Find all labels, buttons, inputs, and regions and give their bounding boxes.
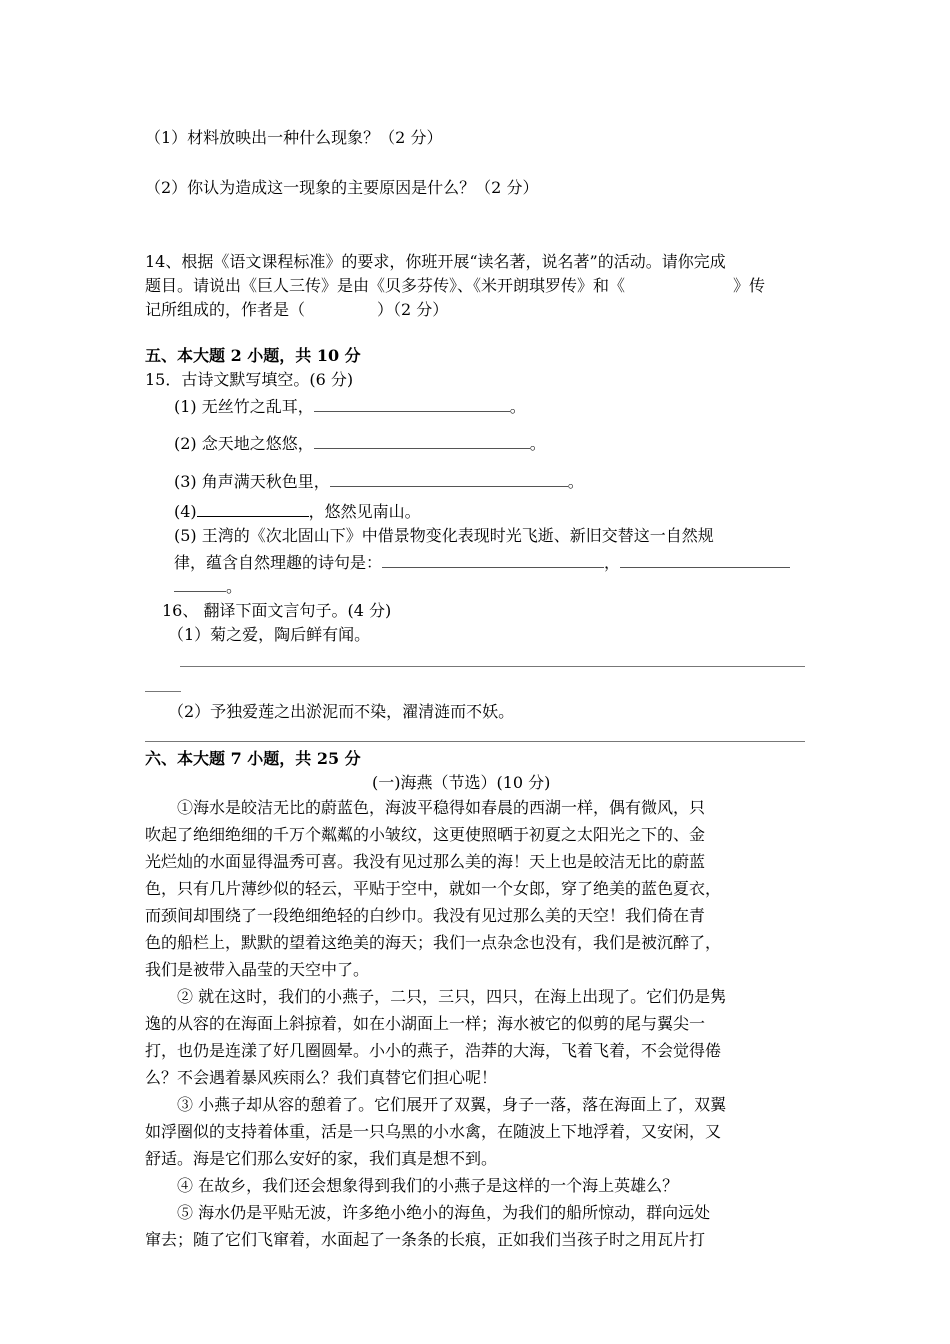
passage-line: ⑤ 海水仍是平贴无波，许多绝小绝小的海鱼，为我们的船所惊动，群向远处 bbox=[177, 1203, 711, 1222]
passage-line: 逸的从容的在海面上斜掠着，如在小湖面上一样；海水被它的似剪的尾与翼尖一 bbox=[145, 1014, 706, 1033]
q15-item5-end: 。 bbox=[226, 577, 243, 596]
q15-item5-comma: ， bbox=[604, 553, 621, 572]
q15-item1-end: 。 bbox=[509, 397, 526, 416]
passage-line: 色，只有几片薄纱似的轻云，平贴于空中，就如一个女郎，穿了绝美的蓝色夏衣， bbox=[145, 879, 722, 898]
q13-sub1: （1）材料放映出一种什么现象？（2 分） bbox=[145, 128, 443, 147]
passage-line: 打，也仍是连漾了好几圈圆晕。小小的燕子，浩莽的大海，飞着飞着，不会觉得倦 bbox=[145, 1041, 722, 1060]
q14-line2-end: 》传 bbox=[733, 276, 766, 295]
passage-line: ② 就在这时，我们的小燕子，二只，三只，四只，在海上出现了。它们仍是隽 bbox=[177, 987, 727, 1006]
passage-line: 么？不会遇着暴风疾雨么？我们真替它们担心呢！ bbox=[145, 1068, 498, 1087]
passage-line: 窜去；随了它们飞窜着，水面起了一条条的长痕，正如我们当孩子时之用瓦片打 bbox=[145, 1230, 706, 1249]
q15-item2-text: (2) 念天地之悠悠， bbox=[174, 434, 314, 453]
q15-item3 bbox=[174, 470, 584, 494]
q14-line2 bbox=[145, 274, 765, 298]
q15-item4 bbox=[174, 500, 421, 524]
q16-sub2: （2）予独爱莲之出淤泥而不染，濯清涟而不妖。 bbox=[168, 702, 515, 721]
section5-heading: 五、本大题 2 小题，共 10 分 bbox=[145, 346, 361, 365]
q15-item1-text: (1) 无丝竹之乱耳， bbox=[174, 397, 314, 416]
q14-line1: 14、根据《语文课程标准》的要求，你班开展“读名著，说名著”的活动。请你完成 bbox=[145, 252, 726, 271]
q15-item2-blank[interactable] bbox=[314, 432, 530, 449]
q16-answer-line2[interactable] bbox=[145, 741, 805, 742]
q13-sub2: （2）你认为造成这一现象的主要原因是什么？（2 分） bbox=[145, 178, 539, 197]
q15-item4-blank[interactable] bbox=[197, 500, 309, 517]
q15-item2 bbox=[174, 432, 546, 456]
passage-line: ④ 在故乡，我们还会想象得到我们的小燕子是这样的一个海上英雄么？ bbox=[177, 1176, 679, 1195]
q15-item5-line1: (5) 王湾的《次北固山下》中借景物变化表现时光飞逝、新旧交替这一自然规 bbox=[174, 526, 714, 545]
q16-answer-line1[interactable] bbox=[180, 666, 805, 667]
passage-line: 色的船栏上，默默的望着这绝美的海天；我们一点杂念也没有，我们是被沉醉了， bbox=[145, 933, 722, 952]
q14-line3-text: 记所组成的，作者是（ bbox=[145, 300, 306, 319]
q14-line2-text: 题目。请说出《巨人三传》是由《贝多芬传》、《米开朗琪罗传》和《 bbox=[145, 276, 626, 295]
passage-line: 我们是被带入晶莹的天空中了。 bbox=[145, 960, 370, 979]
q15-item5-line2 bbox=[174, 551, 790, 575]
passage-title: (一)海燕（节选）(10 分) bbox=[372, 773, 551, 792]
q15-item3-blank[interactable] bbox=[330, 470, 568, 487]
passage-line: 光烂灿的水面显得温秀可喜。我没有见过那么美的海！天上也是皎洁无比的蔚蓝 bbox=[145, 852, 706, 871]
q15-item5-blank2[interactable] bbox=[620, 551, 790, 568]
q15-item5-blank1[interactable] bbox=[382, 551, 604, 568]
q15-item2-end: 。 bbox=[529, 434, 546, 453]
q15-item4-num: (4) bbox=[174, 502, 197, 521]
q15-item5-text: 律，蕴含自然理趣的诗句是： bbox=[174, 553, 383, 572]
q16-title: 16、 翻译下面文言句子。(4 分) bbox=[162, 601, 392, 620]
q15-item3-text: (3) 角声满天秋色里， bbox=[174, 472, 330, 491]
q16-sub1: （1）菊之爱，陶后鲜有闻。 bbox=[168, 625, 371, 644]
q15-item5-line3 bbox=[174, 575, 242, 599]
q14-line3 bbox=[145, 298, 448, 322]
passage-line: 吹起了绝细绝细的千万个粼粼的小皱纹，这更使照晒于初夏之太阳光之下的、金 bbox=[145, 825, 706, 844]
q15-item4-text: ，悠然见南山。 bbox=[308, 502, 421, 521]
q15-item5-blank2-cont[interactable] bbox=[174, 575, 226, 592]
q14-line3-end: ）（2 分） bbox=[377, 300, 449, 319]
section6-heading: 六、本大题 7 小题，共 25 分 bbox=[145, 749, 361, 768]
passage-line: 舒适。海是它们那么安好的家，我们真是想不到。 bbox=[145, 1149, 498, 1168]
q15-item1-blank[interactable] bbox=[314, 395, 510, 412]
passage-line: 而颈间却围绕了一段绝细绝轻的白纱巾。我没有见过那么美的天空！我们倚在青 bbox=[145, 906, 706, 925]
q15-item1 bbox=[174, 395, 526, 419]
q15-title: 15．古诗文默写填空。(6 分) bbox=[145, 370, 354, 389]
passage-line: ③ 小燕子却从容的憩着了。它们展开了双翼，身子一落，落在海面上了，双翼 bbox=[177, 1095, 727, 1114]
q16-answer-line1-cont[interactable] bbox=[145, 691, 181, 692]
passage-line: ①海水是皎洁无比的蔚蓝色，海波平稳得如春晨的西湖一样，偶有微风，只 bbox=[177, 798, 706, 817]
passage-line: 如浮圈似的支持着体重，活是一只乌黑的小水禽，在随波上下地浮着，又安闲，又 bbox=[145, 1122, 722, 1141]
q15-item3-end: 。 bbox=[567, 472, 584, 491]
